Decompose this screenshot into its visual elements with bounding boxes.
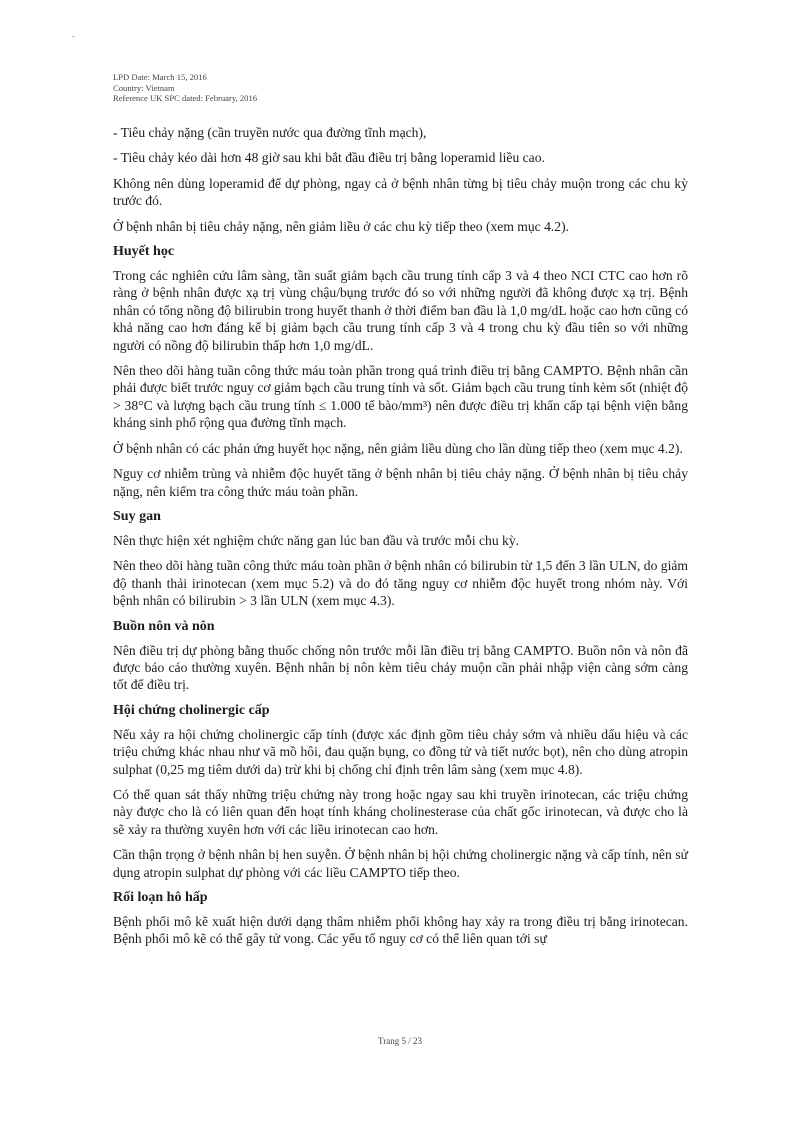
country: Country: Vietnam [113,82,175,93]
paragraph: - Tiêu chảy kéo dài hơn 48 giờ sau khi bắt đầu điều trị bằng loperamid liều cao. [113,150,545,166]
paragraph: Có thể quan sát thấy những triệu chứng này trong hoặc ngay sau khi truyền irinotecan, các triệu chứng này được cho là có liên quan đến hoạt tính kháng cholinesterase của chất gốc irinotecan, và được cho là sẽ xảy ra thường xuyên hơn với các liều irinotecan cao hơn. [113,786,688,837]
section-heading-cholinergic: Hội chứng cholinergic cấp [113,702,270,718]
paragraph: Không nên dùng loperamid để dự phòng, ngay cả ở bệnh nhân từng bị tiêu chảy muộn trong các chu kỳ trước đó. [113,175,688,209]
paragraph: Nên theo dõi hàng tuần công thức máu toàn phần ở bệnh nhân có bilirubin từ 1,5 đến 3 lần ULN, do giảm độ thanh thải irinotecan (xem mục 5.2) và do đó tăng nguy cơ nhiễm độc huyết trong nhóm này. Với bệnh nhân có bilirubin > 3 lần ULN (xem mục 4.3). [113,558,688,609]
paragraph: Nếu xảy ra hội chứng cholinergic cấp tính (được xác định gồm tiêu chảy sớm và nhiều dấu hiệu và các triệu chứng khác nhau như vã mồ hôi, đau quặn bụng, co đồng tử và tiết nước bọt), nên cho dùng atropin sulphat (0,25 mg tiêm dưới da) trừ khi bị chống chỉ định trên lâm sàng (xem mục 4.8). [113,726,688,777]
section-heading-suy-gan: Suy gan [113,508,161,524]
paragraph: Nên điều trị dự phòng bằng thuốc chống nôn trước mỗi lần điều trị bằng CAMPTO. Buồn nôn và nôn đã được báo cáo thường xuyên. Bệnh nhân bị nôn kèm tiêu chảy muộn cần phải nhập viện càng sớm càng tốt để điều trị. [113,642,688,693]
document-body [113,124,688,956]
page-number: Trang 5 / 23 [378,1036,422,1046]
paragraph: Nguy cơ nhiễm trùng và nhiễm độc huyết tăng ở bệnh nhân bị tiêu chảy nặng. Ở bệnh nhân bị tiêu chảy nặng, nên kiểm tra công thức máu toàn phần. [113,466,688,499]
paragraph: Nên theo dõi hàng tuần công thức máu toàn phần trong quá trình điều trị bằng CAMPTO. Bệnh nhân cần phải được biết trước nguy cơ giảm bạch cầu trung tính và sốt. Giảm bạch cầu trung tính kèm sốt (nhiệt độ > 38°C và lượng bạch cầu trung tính ≤ 1.000 tế bào/mm³) nên được điều trị khẩn cấp tại bệnh viện bằng kháng sinh phổ rộng qua đường tĩnh mạch. [113,363,688,431]
scan-mark [72,36,75,37]
paragraph: Cần thận trọng ở bệnh nhân bị hen suyễn. Ở bệnh nhân bị hội chứng cholinergic nặng và cấp tính, nên sử dụng atropin sulphat dự phòng với các liều CAMPTO tiếp theo. [113,847,688,880]
paragraph: Ở bệnh nhân bị tiêu chảy nặng, nên giảm liều ở các chu kỳ tiếp theo (xem mục 4.2). [113,218,570,234]
paragraph: - Tiêu chảy nặng (cần truyền nước qua đường tĩnh mạch), [113,125,427,140]
paragraph: Trong các nghiên cứu lâm sàng, tần suất giảm bạch cầu trung tính cấp 3 và 4 theo NCI CTC cao hơn rõ ràng ở bệnh nhân được xạ trị vùng chậu/bụng trước đó so với những người đã không được xạ trị. Bệnh nhân có tổng nồng độ bilirubin trong huyết thanh ở thời điểm ban đầu là 1,0 mg/dL hoặc cao hơn cũng có khả năng cao hơn đáng kể bị giảm bạch cầu trung tính cấp 3 và 4 trong chu kỳ đầu tiên so với những người có nồng độ bilirubin thấp hơn 1,0 mg/dL. [113,268,688,353]
paragraph: Nên thực hiện xét nghiệm chức năng gan lúc ban đầu và trước mỗi chu kỳ. [113,532,520,548]
reference: Reference UK SPC dated: February, 2016 [113,93,258,104]
lpd-date: LPD Date: March 15, 2016 [113,72,207,82]
paragraph: Bệnh phổi mô kẽ xuất hiện dưới dạng thâm nhiễm phổi không hay xảy ra trong điều trị bằng irinotecan. Bệnh phổi mô kẽ có thể gây tử vong. Các yếu tố nguy cơ có thể liên quan tới sự [113,914,688,947]
section-heading-huyet-hoc: Huyết học [113,244,175,260]
section-heading-buon-non: Buồn nôn và nôn [113,618,215,634]
document-header [113,72,257,104]
paragraph: Ở bệnh nhân có các phản ứng huyết học nặng, nên giảm liều dùng cho lần dùng tiếp theo (xem mục 4.2). [113,440,683,456]
section-heading-ho-hap: Rối loạn hô hấp [113,890,208,905]
